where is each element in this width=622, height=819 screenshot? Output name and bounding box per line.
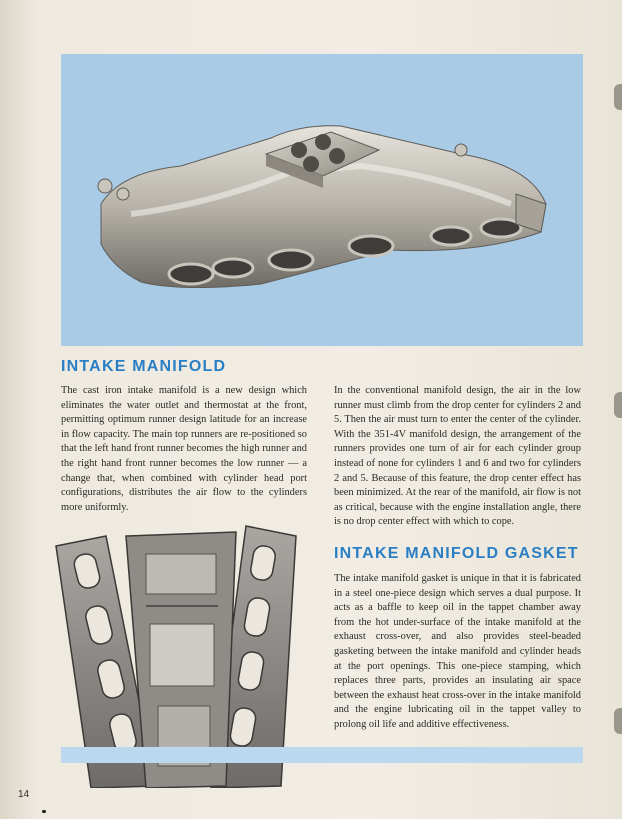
page-number: 14 xyxy=(18,789,30,800)
intake-manifold-photo xyxy=(61,54,583,346)
intake-manifold-illustration xyxy=(61,54,583,346)
ink-mark xyxy=(42,810,46,813)
intake-manifold-gasket-paragraph: The intake manifold gasket is unique in that it is fabricated in a steel one-piece design which serves a dual purpose. It acts as a baffle to keep oil in the tappet chamber away from the hot under-surface of the intake manifold at the exhaust cross-over, and also provides steel-beaded gasketing between the intake manifold and cylinder heads at the port openings. This one-piece stamping, which replaces three parts, provides an insulating air space between the exhaust heat cross-over in the intake manifold and the engine lubricating oil in the tappet valley to prolong oil life and additive effectiveness. xyxy=(334,573,581,730)
manifold-design-paragraph: In the conventional manifold design, the air in the low runner must climb from the drop center for cylinders 2 and 5. Then the air must turn to enter the center of the cylinder. With the 351-4V manifold design, the arrangement of the runners provides one turn of air for each cylinder group instead of none for cylinders 1 and 6 and two for cylinders 2 and 5. Because of this feature, the drop center effect has been minimized. At the rear of the manifold, air flow is not as critical, because with the engine installation angle, there is no drop center effect with which to cope. xyxy=(334,385,581,528)
intake-manifold-gasket-photo xyxy=(46,506,316,788)
intake-manifold-paragraph: The cast iron intake manifold is a new design which eliminates the water outlet and thermostat at the front, permitting optimum runner design latitude for an increase in flow capacity. The main top runners are re-positioned so that the left hand front runner becomes the high runner and the right hand front runner becomes the low runner — a change that, when combined with cylinder head port configurations, distributes the air flow to the cylinders more uniformly. xyxy=(61,385,307,513)
intake-manifold-heading: INTAKE MANIFOLD xyxy=(61,358,227,375)
gasket-illustration xyxy=(46,506,316,788)
footer-bar xyxy=(61,747,583,763)
intake-manifold-gasket-heading: INTAKE MANIFOLD GASKET xyxy=(334,545,579,562)
